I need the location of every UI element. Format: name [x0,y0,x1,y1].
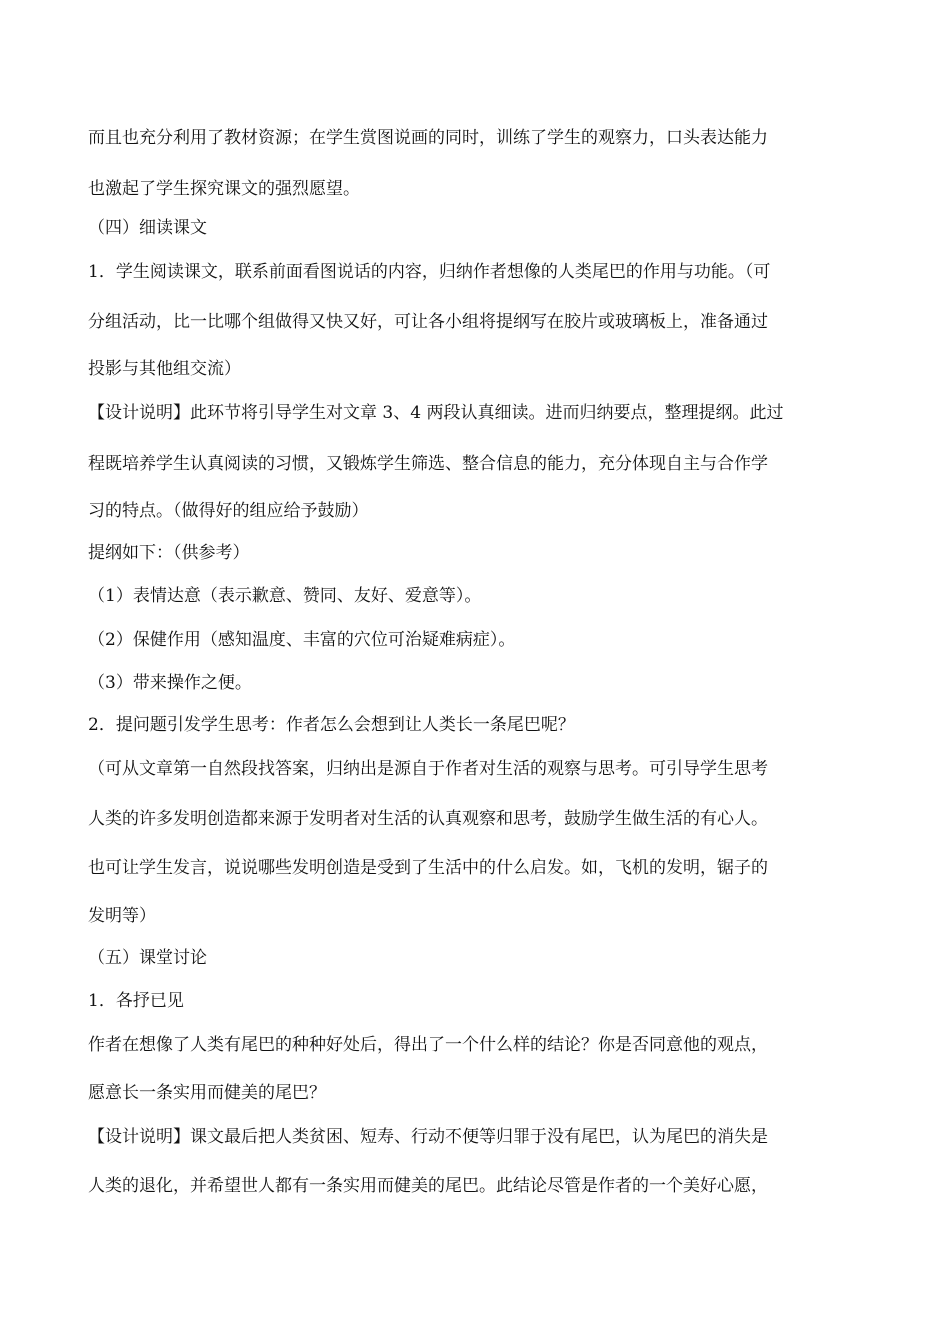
text-line: 而且也充分利用了教材资源；在学生赏图说画的同时，训练了学生的观察力，口头表达能力 [88,128,768,148]
section-heading: （四）细读课文 [88,218,207,238]
text-line: 习的特点。（做得好的组应给予鼓励） [88,501,369,521]
design-note-line: 【设计说明】课文最后把人类贫困、短寿、行动不便等归罪于没有尾巴，认为尾巴的消失是 [88,1127,768,1147]
text-line: 1．学生阅读课文，联系前面看图说话的内容，归纳作者想像的人类尾巴的作用与功能。（可 [88,262,771,282]
text-line: （可从文章第一自然段找答案，归纳出是源自于作者对生活的观察与思考。可引导学生思考 [88,759,768,779]
design-note-line: 【设计说明】此环节将引导学生对文章 3、4 两段认真细读。进而归纳要点，整理提纲。此过 [88,403,784,423]
text-line: 发明等） [88,906,156,926]
outline-item: （1）表情达意（表示歉意、赞同、友好、爱意等）。 [88,586,482,606]
text-line: 分组活动，比一比哪个组做得又快又好，可让各小组将提纲写在胶片或玻璃板上，准备通过 [88,312,768,332]
text-line: 2．提问题引发学生思考：作者怎么会想到让人类长一条尾巴呢？ [88,715,575,735]
text-line: 也激起了学生探究课文的强烈愿望。 [88,179,360,199]
text-line: 1．各抒已见 [88,991,184,1011]
text-line: 提纲如下：（供参考） [88,543,250,563]
text-line: 也可让学生发言，说说哪些发明创造是受到了生活中的什么启发。如，飞机的发明，锯子的 [88,858,768,878]
text-line: 愿意长一条实用而健美的尾巴？ [88,1083,326,1103]
section-heading: （五）课堂讨论 [88,948,207,968]
text-line: 投影与其他组交流） [88,359,241,379]
text-line: 作者在想像了人类有尾巴的种种好处后，得出了一个什么样的结论？你是否同意他的观点， [88,1035,768,1055]
text-line: 人类的许多发明创造都来源于发明者对生活的认真观察和思考，鼓励学生做生活的有心人。 [88,809,768,829]
text-line: 人类的退化，并希望世人都有一条实用而健美的尾巴。此结论尽管是作者的一个美好心愿， [88,1176,768,1196]
text-line: 程既培养学生认真阅读的习惯，又锻炼学生筛选、整合信息的能力，充分体现自主与合作学 [88,454,768,474]
outline-item: （3）带来操作之便。 [88,673,252,693]
outline-item: （2）保健作用（感知温度、丰富的穴位可治疑难病症）。 [88,630,516,650]
